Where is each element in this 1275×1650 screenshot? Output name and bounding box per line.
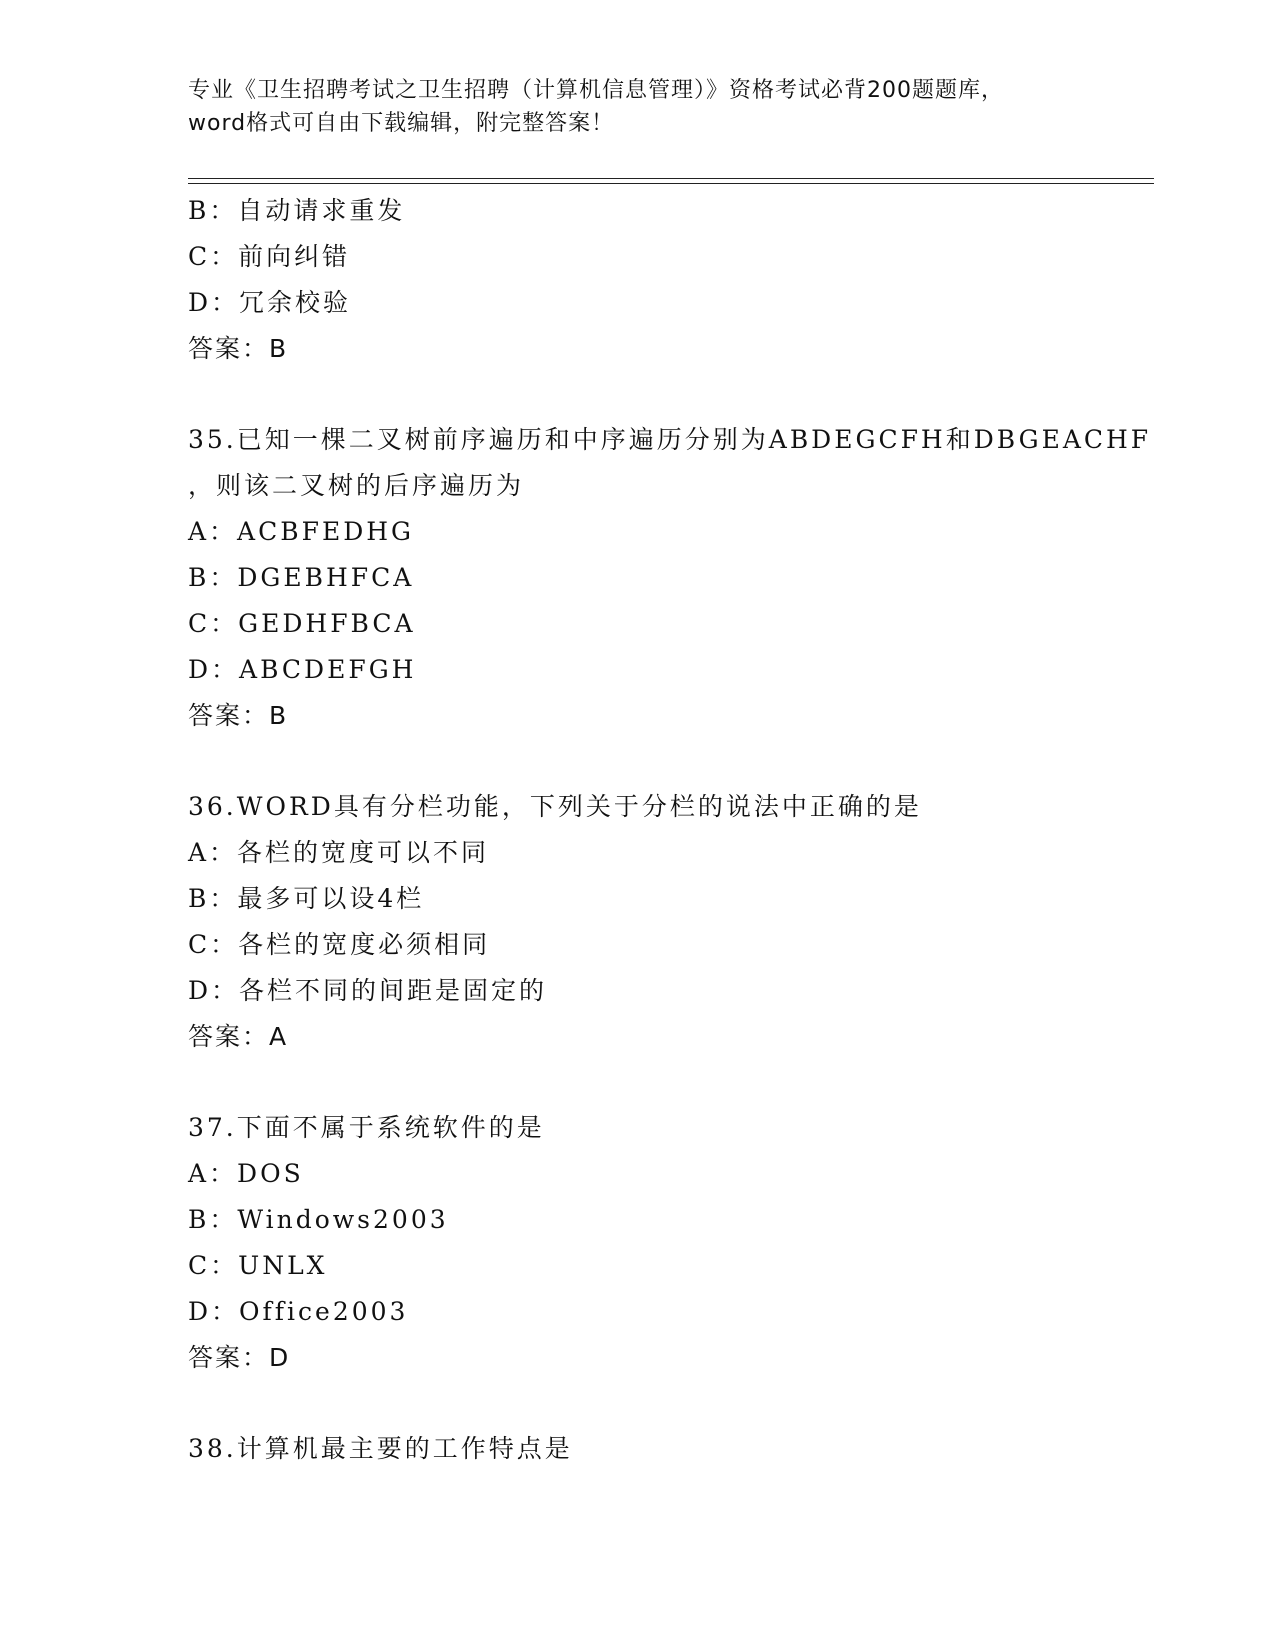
question-spacer — [188, 372, 1148, 417]
option-b: B：Windows2003 — [188, 1205, 449, 1234]
option-a: A：ACBFEDHG — [188, 517, 415, 546]
question-stem-continued: ，则该二叉树的后序遍历为 — [188, 471, 525, 500]
question-stem: 36.WORD具有分栏功能，下列关于分栏的说法中正确的是 — [188, 792, 922, 821]
header-divider-bottom — [188, 183, 1154, 184]
answer: 答案：A — [188, 1022, 289, 1051]
question-stem: 37.下面不属于系统软件的是 — [188, 1113, 545, 1142]
question-list — [188, 188, 1152, 1472]
option-d: D：冗余校验 — [188, 288, 352, 317]
header-line-1: 专业《卫生招聘考试之卫生招聘（计算机信息管理）》资格考试必背200题题库， — [188, 78, 1004, 103]
question-block-34 — [188, 188, 1148, 372]
answer: 答案：B — [188, 701, 289, 730]
question-spacer — [188, 1060, 1148, 1105]
option-d: D：Office2003 — [188, 1297, 409, 1326]
option-c: C：前向纠错 — [188, 242, 351, 271]
question-block-37 — [188, 1105, 1148, 1381]
question-spacer — [188, 1381, 1148, 1426]
option-b: B：最多可以设4栏 — [188, 884, 425, 913]
question-block-36 — [188, 784, 1148, 1060]
option-d: D：ABCDEFGH — [188, 655, 417, 684]
question-block-38 — [188, 1426, 1148, 1472]
answer: 答案：D — [188, 1343, 291, 1372]
option-b: B：自动请求重发 — [188, 196, 406, 225]
option-c: C：UNLX — [188, 1251, 328, 1280]
document-header — [188, 74, 1088, 140]
question-spacer — [188, 739, 1148, 784]
question-block-35 — [188, 417, 1152, 739]
option-d: D：各栏不同的间距是固定的 — [188, 976, 548, 1005]
option-c: C：各栏的宽度必须相同 — [188, 930, 491, 959]
question-stem: 38.计算机最主要的工作特点是 — [188, 1434, 573, 1463]
header-line-2: word格式可自由下载编辑，附完整答案！ — [188, 111, 615, 136]
header-divider-top — [188, 178, 1154, 179]
option-b: B：DGEBHFCA — [188, 563, 415, 592]
option-a: A：各栏的宽度可以不同 — [188, 838, 490, 867]
option-a: A：DOS — [188, 1159, 304, 1188]
option-c: C：GEDHFBCA — [188, 609, 416, 638]
answer: 答案：B — [188, 334, 289, 363]
question-stem: 35.已知一棵二叉树前序遍历和中序遍历分别为ABDEGCFH和DBGEACHF — [188, 425, 1152, 454]
